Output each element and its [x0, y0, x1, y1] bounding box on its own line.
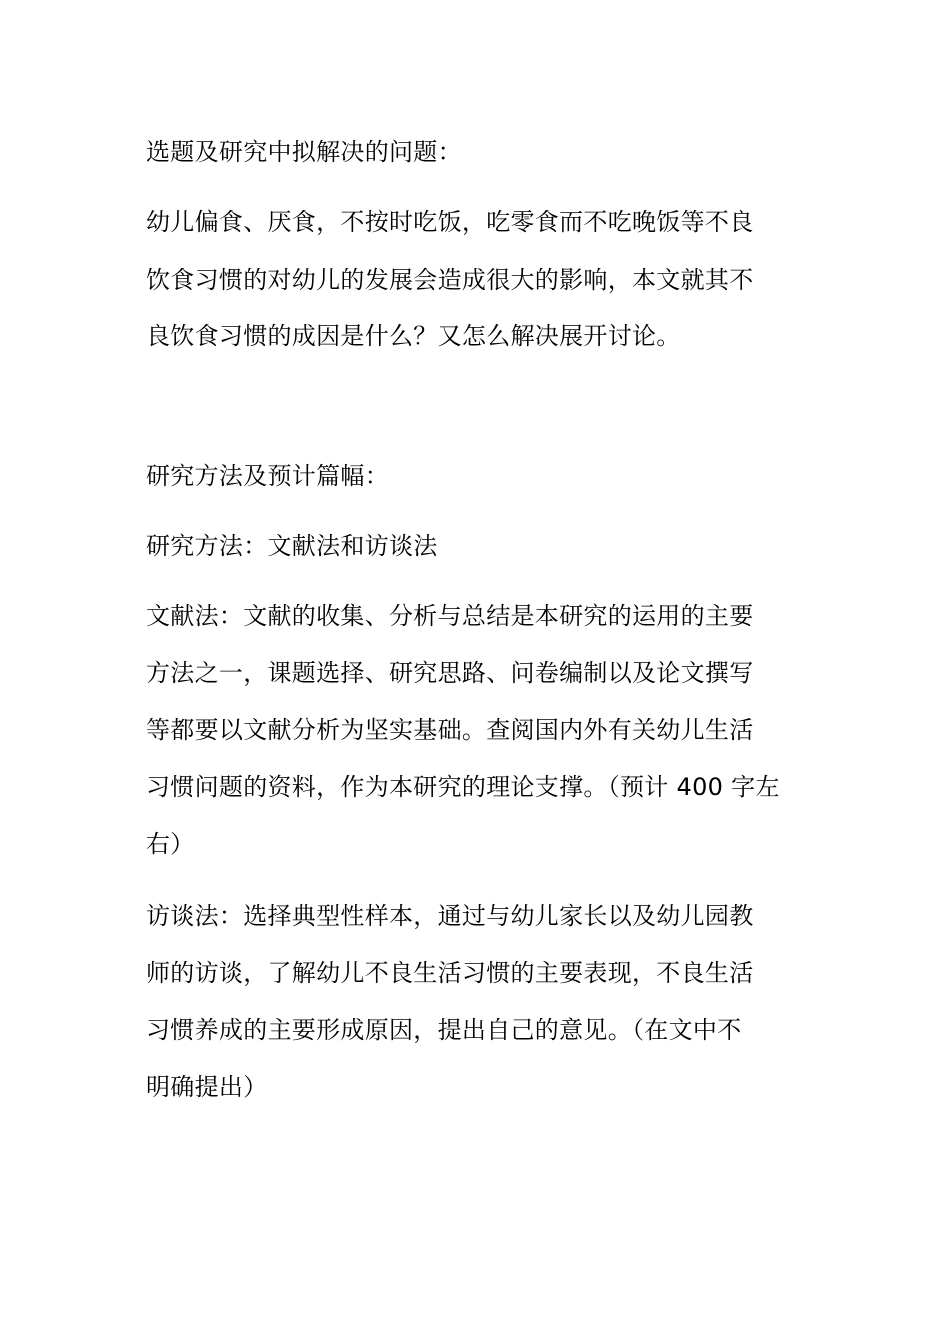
interview-line: 明确提出）: [146, 1073, 268, 1101]
methods-summary: 研究方法：文献法和访谈法: [146, 532, 438, 560]
interview-line: 访谈法：选择典型性样本，通过与幼儿家长以及幼儿园教: [146, 902, 754, 930]
literature-line: 习惯问题的资料，作为本研究的理论支撑。（预计 400 字左: [146, 773, 780, 801]
paragraph-line: 饮食习惯的对幼儿的发展会造成很大的影响，本文就其不: [146, 266, 754, 294]
interview-line: 习惯养成的主要形成原因，提出自己的意见。（在文中不: [146, 1016, 742, 1044]
paragraph-line: 良饮食习惯的成因是什么？又怎么解决展开讨论。: [146, 322, 681, 350]
literature-line: 等都要以文献分析为坚实基础。查阅国内外有关幼儿生活: [146, 716, 754, 744]
paragraph-line: 幼儿偏食、厌食，不按时吃饭，吃零食而不吃晚饭等不良: [146, 208, 754, 236]
literature-line: 文献法：文献的收集、分析与总结是本研究的运用的主要: [146, 602, 754, 630]
interview-line: 师的访谈，了解幼儿不良生活习惯的主要表现，不良生活: [146, 959, 754, 987]
section-heading-methods: 研究方法及预计篇幅：: [146, 462, 389, 490]
section-heading-topic: 选题及研究中拟解决的问题：: [146, 138, 462, 166]
literature-line: 右）: [146, 830, 195, 858]
literature-line: 方法之一，课题选择、研究思路、问卷编制以及论文撰写: [146, 659, 754, 687]
